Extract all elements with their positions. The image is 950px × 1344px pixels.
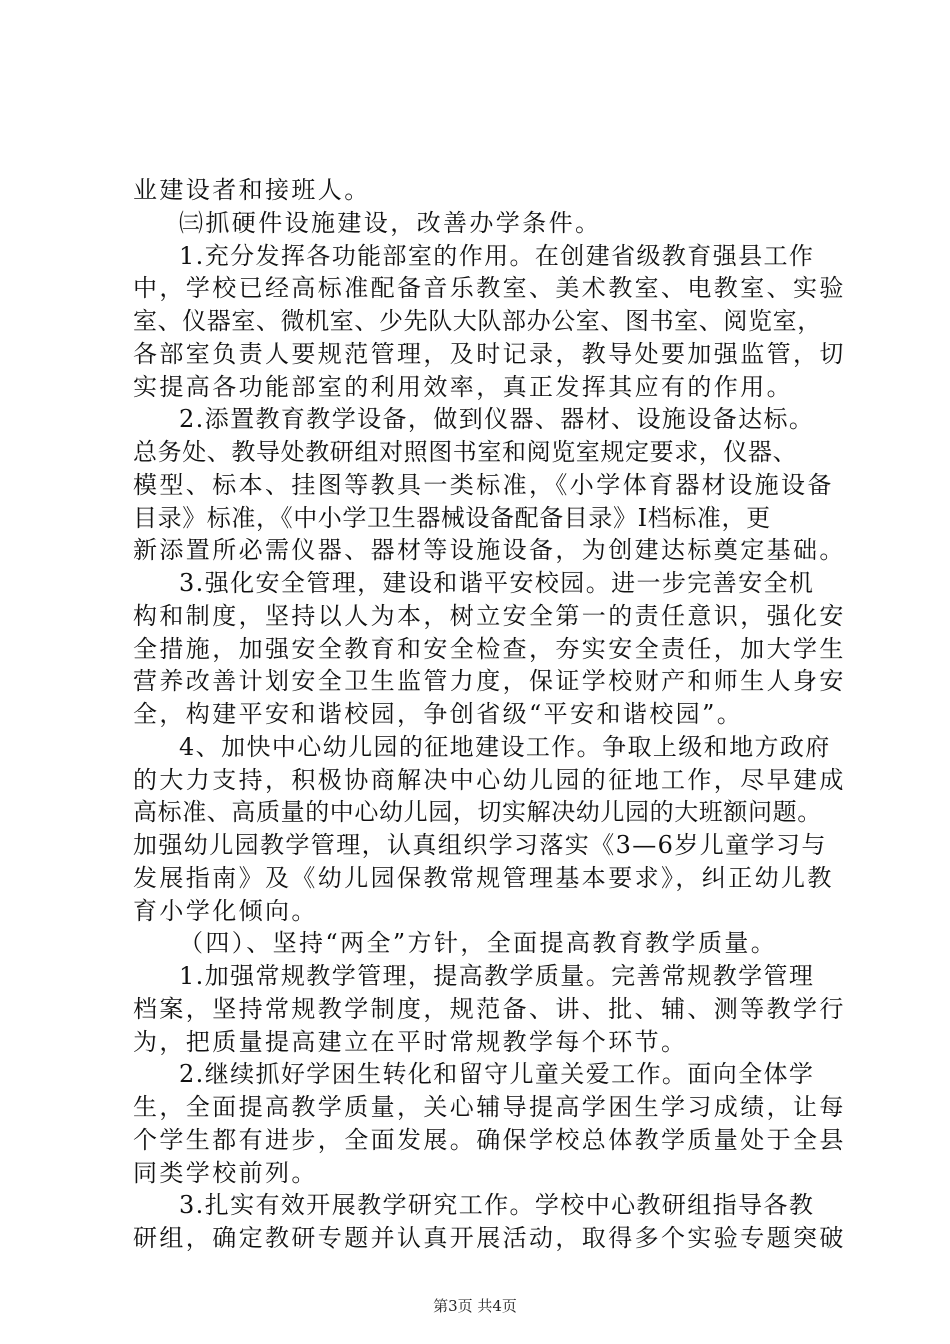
paragraph-line: 新添置所必需仪器、器材等设施设备，为创建达标奠定基础。 <box>133 536 846 565</box>
paragraph-line: 发展指南》及《幼儿园保教常规管理基本要求》，纠正幼儿教 <box>133 863 834 892</box>
paragraph-line: 1.充分发挥各功能部室的作用。在创建省级教育强县工作 <box>179 241 815 270</box>
paragraph-line: 全，构建平安和谐校园，争创省级“平安和谐校园”。 <box>133 700 744 728</box>
document-body <box>133 174 846 1255</box>
paragraph-line: 总务处、教导处教研组对照图书室和阅览室规定要求，仪器、 <box>133 438 798 466</box>
paragraph-line: 3.强化安全管理，建设和谐平安校园。进一步完善安全机 <box>179 569 815 597</box>
paragraph-line: 为，把质量提高建立在平时常规教学每个环节。 <box>133 1027 688 1056</box>
paragraph-line: 2.继续抓好学困生转化和留守儿童关爱工作。面向全体学 <box>179 1060 815 1089</box>
page-number-footer: 第3页 共4页 <box>433 1297 517 1315</box>
paragraph-line: 2.添置教育教学设备，做到仪器、器材、设施设备达标。 <box>179 405 815 434</box>
paragraph-line: 1.加强常规教学管理，提高教学质量。完善常规教学管理 <box>179 962 815 990</box>
paragraph-line: 全措施，加强安全教育和安全检查，夯实安全责任，加大学生 <box>133 634 846 663</box>
paragraph-line: 模型、标本、挂图等教具一类标准，《小学体育器材设施设备 <box>133 470 834 499</box>
paragraph-line: 室、仪器室、微机室、少先队大队部办公室、图书室、阅览室， <box>133 307 822 335</box>
paragraph-line: 档案，坚持常规教学制度，规范备、讲、批、辅、测等教学行 <box>133 994 846 1023</box>
paragraph-line: 业建设者和接班人。 <box>133 176 371 204</box>
paragraph-line: 构和制度，坚持以人为本，树立安全第一的责任意识，强化安 <box>133 601 846 630</box>
paragraph-line: 同类学校前列。 <box>133 1158 318 1187</box>
paragraph-line: 各部室负责人要规范管理，及时记录，教导处要加强监管，切 <box>133 339 846 368</box>
paragraph-line: 3.扎实有效开展教学研究工作。学校中心教研组指导各教 <box>179 1191 815 1220</box>
paragraph-line: 的大力支持，积极协商解决中心幼儿园的征地工作，尽早建成 <box>133 765 846 794</box>
paragraph-line: 目录》标准，《中小学卫生器械设备配备目录》Ⅰ档标准，更 <box>133 503 771 532</box>
paragraph-line: 育小学化倾向。 <box>133 896 318 925</box>
paragraph-line: 实提高各功能部室的利用效率，真正发挥其应有的作用。 <box>133 372 793 401</box>
paragraph-line: 个学生都有进步，全面发展。确保学校总体教学质量处于全县 <box>133 1125 846 1154</box>
paragraph-line: 营养改善计划安全卫生监管力度，保证学校财产和师生人身安 <box>133 667 846 696</box>
paragraph-line: 中，学校已经高标准配备音乐教室、美术教室、电教室、实验 <box>133 274 846 303</box>
paragraph-line: 研组，确定教研专题并认真开展活动，取得多个实验专题突破 <box>133 1224 846 1252</box>
paragraph-line: 高标准、高质量的中心幼儿园，切实解决幼儿园的大班额问题。 <box>133 798 822 827</box>
section-heading: （四）、坚持“两全”方针，全面提高教育教学质量。 <box>179 929 778 958</box>
paragraph-line: 4、加快中心幼儿园的征地建设工作。争取上级和地方政府 <box>179 732 831 761</box>
section-heading: ㈢抓硬件设施建设，改善办学条件。 <box>179 208 602 237</box>
paragraph-line: 生，全面提高教学质量，关心辅导提高学困生学习成绩，让每 <box>133 1093 846 1121</box>
paragraph-line: 加强幼儿园教学管理，认真组织学习落实《3—6岁儿童学习与 <box>133 831 827 859</box>
